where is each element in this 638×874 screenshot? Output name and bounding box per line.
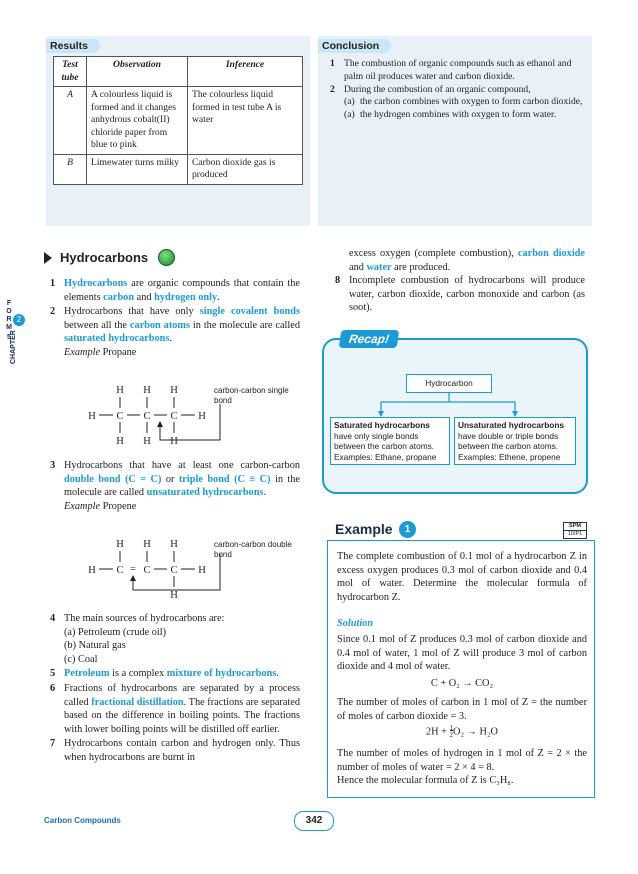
text: is a complex (109, 668, 167, 680)
item-number: 2 (50, 306, 56, 318)
eq-part: 2H + (426, 726, 450, 738)
table-row (54, 154, 303, 184)
cell-observation: A colourless liquid is formed and it changes anhydrous cobalt(II) chloride paper from blue to pink (87, 87, 188, 155)
list-item (335, 274, 585, 315)
item-number: 8 (335, 275, 341, 287)
source-item: (a) Petroleum (crude oil) (64, 626, 167, 638)
fraction-half: 1 2 (449, 724, 454, 739)
solution-step-4: Hence the molecular formula of Z is C₃H₈. (337, 775, 514, 786)
text: . (217, 291, 220, 303)
text: Fractions of hydrocarbons are separated by a process called (64, 682, 300, 708)
term: water (366, 261, 392, 273)
item-number: 1 (50, 278, 56, 289)
list-item (50, 667, 300, 681)
list-item (50, 277, 300, 304)
example-label: Example (64, 346, 101, 358)
recap-badge: Recap! (339, 330, 400, 348)
list-item (50, 459, 300, 513)
page-number: 342 (294, 811, 334, 831)
example-name: Propene (102, 500, 137, 512)
eq-part: O₂ → H₂O (453, 726, 498, 738)
text: in the molecule are called (64, 473, 300, 499)
example-question: The complete combustion of 0.1 mol of a hydrocarbon Z in excess oxygen produces 0.3 mol of carbon dioxide and 0.4 mol of water. Determine the molecular formula of hydrocarbon Z. (337, 551, 587, 603)
example-heading (327, 520, 593, 541)
recap-panel (322, 332, 588, 494)
chapter-label: CHAPTER (10, 330, 17, 364)
col-inference: Inference (188, 57, 303, 87)
svg-text:C: C (170, 565, 178, 576)
svg-text:H: H (116, 539, 124, 550)
svg-text:H: H (116, 385, 124, 396)
svg-text:H: H (143, 539, 151, 550)
item-number: 2 (330, 83, 335, 95)
svg-text:C: C (116, 411, 124, 422)
text: in the molecule are called (190, 319, 300, 331)
form-number: 5 (7, 334, 11, 341)
term: carbon dioxide (517, 248, 585, 259)
left-column (50, 277, 300, 361)
term: Petroleum (64, 668, 110, 680)
svg-text:C: C (143, 565, 151, 576)
section-heading (44, 249, 175, 266)
svg-text:C: C (116, 565, 124, 576)
term: triple bond (C ≡ C) (178, 473, 271, 485)
term: Hydrocarbons (64, 278, 128, 289)
example-name: Propane (102, 346, 137, 358)
cell-inference: The colourless liquid formed in test tube A is water (188, 87, 303, 155)
node-title: Unsaturated hydrocarbons (458, 420, 565, 430)
svg-text:H: H (116, 436, 124, 447)
equation-carbon: C + O₂ → CO₂ (430, 678, 494, 689)
recap-connectors (324, 340, 586, 492)
cell-tube: B (54, 154, 87, 184)
list-item (50, 682, 300, 736)
spm-code: 10/P1 (564, 530, 586, 538)
sub-item (344, 96, 588, 109)
table-header-row (54, 57, 303, 87)
text: . (276, 668, 279, 680)
svg-text:H: H (88, 565, 96, 576)
solution-step-2: The number of moles of carbon in 1 mol of Z = the number of moles of carbon dioxide = 3. (337, 697, 587, 722)
text: are organic compounds that contain the elements (64, 278, 300, 303)
continued-paragraph (335, 247, 585, 274)
list-item (50, 305, 300, 359)
term: carbon atoms (129, 319, 190, 331)
left-column-2 (50, 459, 300, 514)
item-text: During the combustion of an organic compound, (344, 83, 531, 95)
source-item: (b) Natural gas (64, 640, 126, 652)
equation-hydrogen (337, 725, 587, 739)
svg-text:H: H (198, 411, 206, 422)
sub-text: the hydrogen combines with oxygen to form water. (360, 109, 557, 121)
left-column-3 (50, 612, 300, 766)
term: fractional distillation (91, 696, 184, 708)
conclusion-title: Conclusion (318, 39, 391, 53)
solution-step-1: Since 0.1 mol of Z produces 0.3 mol of carbon dioxide and 0.4 mol of water, 1 mol of Z will produce 3 mol of carbon dioxide and 4 mol of water. (337, 634, 587, 672)
svg-text:H: H (88, 411, 96, 422)
svg-text:C: C (170, 411, 178, 422)
col-observation: Observation (87, 57, 188, 87)
spm-badge (563, 522, 587, 539)
right-column (335, 247, 585, 316)
text: or (161, 473, 179, 485)
text: Hydrocarbons that have only (64, 306, 200, 318)
recap-unsaturated-node (454, 417, 576, 465)
sub-text: the carbon combines with oxygen to form carbon dioxide, (360, 96, 583, 108)
text: between all the (64, 319, 130, 331)
item-number: 7 (50, 738, 56, 750)
section-title: Hydrocarbons (60, 250, 149, 265)
text: and (349, 261, 367, 273)
example-number: 1 (399, 521, 416, 538)
text: Incomplete combustion of hydrocarbons will produce water, carbon dioxide, carbon monoxide and carbon (as soot). (349, 275, 585, 314)
term: single covalent bonds (199, 306, 300, 318)
solution-label: Solution (337, 618, 374, 629)
svg-text:H: H (170, 436, 178, 447)
text: excess oxygen (complete combustion), (349, 248, 518, 259)
results-table (53, 56, 303, 185)
list-item (330, 84, 588, 122)
solution-step-3: The number of moles of hydrogen in 1 mol of Z = 2 × the number of moles of water = 2 × 4 = 8. (337, 748, 587, 773)
results-panel (46, 36, 310, 226)
cell-observation: Limewater turns milky (87, 154, 188, 184)
text: . The fractions are separated based on the difference in boiling points. The fractions with lower boiling points will be distilled off earlier. (64, 696, 300, 735)
item-number: 6 (50, 682, 56, 694)
text: are produced. (391, 261, 451, 273)
sub-label: (a) (344, 109, 355, 121)
cell-tube: A (54, 87, 87, 155)
term: unsaturated hydrocarbons (146, 487, 264, 499)
triangle-icon (44, 252, 52, 264)
text: Hydrocarbons contain carbon and hydrogen only. Thus when hydrocarbons are burnt in (64, 738, 300, 763)
green-dot-icon (158, 249, 175, 266)
node-title: Saturated hydrocarbons (334, 420, 430, 430)
item-number: 4 (50, 613, 56, 624)
chapter-number-badge: 2 (13, 314, 25, 326)
item-number: 3 (50, 460, 56, 471)
conclusion-list (330, 58, 588, 122)
propene-bond-label: carbon-carbon double bond (214, 540, 292, 559)
text: . (263, 487, 267, 499)
term: double bond (C = C) (64, 473, 162, 485)
node-body: have double or triple bonds between the carbon atoms. (458, 430, 559, 452)
svg-text:H: H (170, 539, 178, 550)
example-box (327, 540, 595, 798)
example-label: Example (64, 500, 101, 512)
results-title: Results (46, 39, 100, 53)
footer-chapter: Carbon Compounds (44, 816, 121, 825)
example-title: Example (335, 521, 393, 537)
list-item (50, 737, 300, 764)
svg-text:H: H (143, 385, 151, 396)
sub-label: (a) (344, 96, 355, 108)
term: mixture of hydrocarbons (166, 668, 277, 680)
item-text: The combustion of organic compounds such as ethanol and palm oil produces water and carbon dioxide. (344, 58, 572, 82)
svg-text:H: H (143, 436, 151, 447)
item-number: 1 (330, 58, 335, 69)
svg-text:C: C (143, 411, 151, 422)
propane-bond-label: carbon-carbon single bond (214, 386, 289, 405)
text: The main sources of hydrocarbons are: (64, 613, 225, 624)
cell-inference: Carbon dioxide gas is produced (188, 154, 303, 184)
spm-label: SPM (569, 523, 581, 529)
list-item (50, 612, 300, 666)
source-item: (c) Coal (64, 653, 98, 665)
recap-saturated-node (330, 417, 450, 465)
text: and (134, 291, 155, 303)
term: saturated hydrocarbons (64, 333, 170, 345)
table-row (54, 87, 303, 155)
form-text: FORM (6, 300, 12, 331)
item-number: 5 (50, 668, 56, 680)
node-examples: Examples: Ethene, propene (458, 451, 561, 462)
col-test-tube: Test tube (54, 57, 87, 87)
conclusion-panel (318, 36, 592, 226)
term: hydrogen only (154, 291, 218, 303)
svg-text:H: H (198, 565, 206, 576)
recap-root-node: Hydrocarbon (406, 374, 492, 393)
list-item (330, 58, 588, 84)
node-body: have only single bonds between the carbon atoms. (334, 430, 435, 452)
svg-text:H: H (170, 385, 178, 396)
term: carbon (103, 291, 135, 303)
node-examples: Examples: Ethane, propane (334, 451, 437, 462)
svg-text:H: H (170, 590, 178, 601)
text: . (169, 333, 172, 345)
sub-item (344, 109, 588, 122)
svg-text:=: = (130, 564, 136, 575)
text: Hydrocarbons that have at least one carbon-carbon (64, 460, 300, 471)
